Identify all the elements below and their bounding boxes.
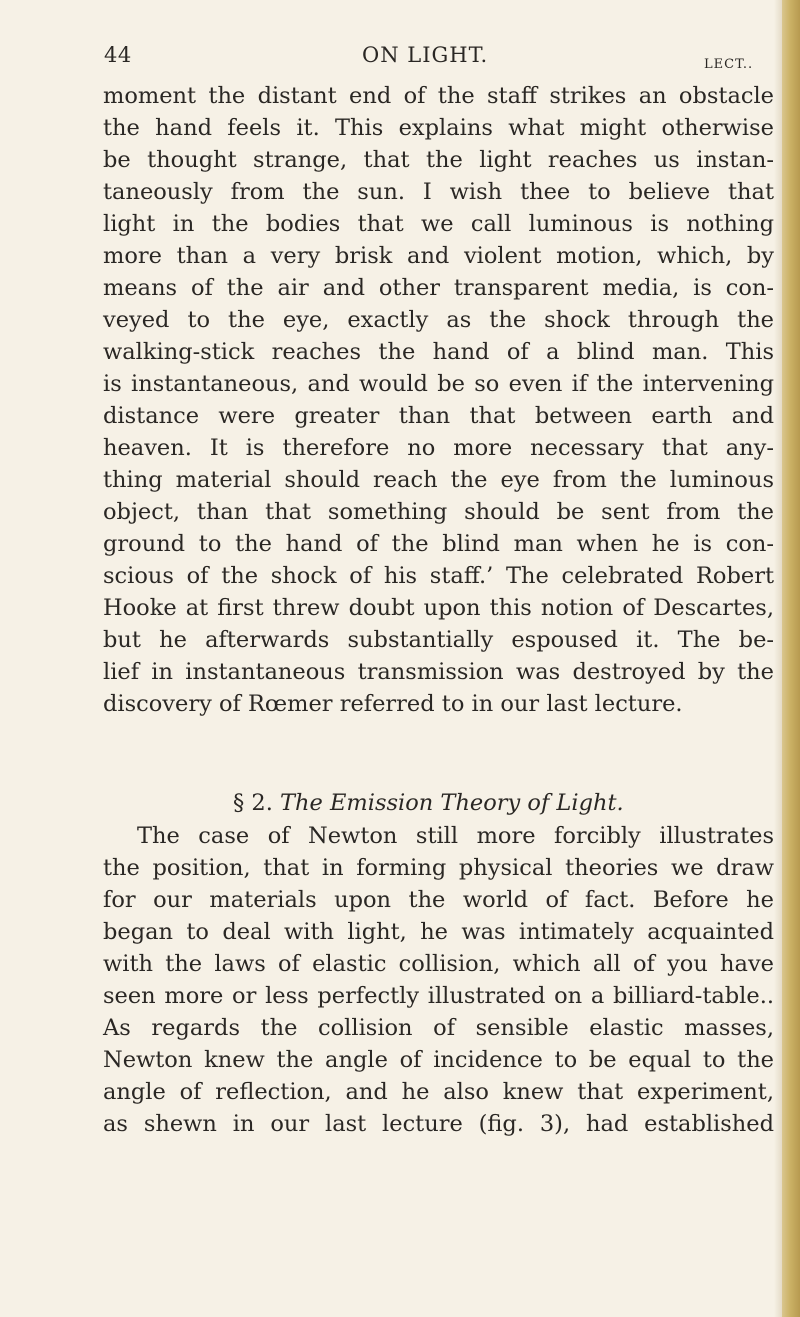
text-line: with the laws of elastic collision, which all of you have — [103, 951, 774, 977]
text-line: walking-stick reaches the hand of a blind man. This — [103, 339, 774, 365]
lecture-mark: LECT.. — [704, 57, 754, 72]
text-line: be thought strange, that the light reaches us instan- — [103, 147, 774, 173]
text-line: is instantaneous, and would be so even if the intervening — [103, 371, 774, 397]
text-line: Newton knew the angle of incidence to be equal to the — [103, 1047, 774, 1073]
page-edge-shadow — [774, 0, 782, 1317]
text-line: scious of the shock of his staff.’ The celebrated Robert — [103, 563, 774, 589]
text-line: moment the distant end of the staff strikes an obstacle — [103, 83, 774, 109]
section-title: The Emission Theory of Light. — [280, 790, 624, 816]
text-line: ground to the hand of the blind man when he is con- — [103, 531, 774, 557]
text-line: lief in instantaneous transmission was destroyed by the — [103, 659, 774, 685]
text-line: seen more or less perfectly illustrated on a billiard-table.. — [103, 983, 774, 1009]
section-number: § 2. — [233, 790, 273, 816]
text-line: the hand feels it. This explains what might otherwise — [103, 115, 774, 141]
text-line: but he afterwards substantially espoused it. The be- — [103, 627, 774, 653]
text-line: as shewn in our last lecture (fig. 3), had established — [103, 1111, 774, 1137]
text-line: object, than that something should be sent from the — [103, 499, 774, 525]
text-line: distance were greater than that between earth and — [103, 403, 774, 429]
page-edge-strip — [782, 0, 800, 1317]
text-line: As regards the collision of sensible elastic masses, — [103, 1015, 774, 1041]
text-line: light in the bodies that we call luminous is nothing — [103, 211, 774, 237]
running-head: ON LIGHT. — [362, 43, 489, 67]
text-line: more than a very brisk and violent motion, which, by — [103, 243, 774, 269]
text-line: The case of Newton still more forcibly illustrates — [137, 823, 774, 849]
text-line: the position, that in forming physical theories we draw — [103, 855, 774, 881]
text-line: veyed to the eye, exactly as the shock through the — [103, 307, 774, 333]
text-line: discovery of Rœmer referred to in our last lecture. — [103, 691, 683, 717]
text-line: Hooke at first threw doubt upon this notion of Descartes, — [103, 595, 774, 621]
page-number: 44 — [104, 43, 132, 67]
text-line: means of the air and other transparent media, is con- — [103, 275, 774, 301]
section-heading — [233, 787, 624, 819]
text-line: taneously from the sun. I wish thee to believe that — [103, 179, 774, 205]
text-line: began to deal with light, he was intimately acquainted — [103, 919, 774, 945]
text-line: angle of reflection, and he also knew that experiment, — [103, 1079, 774, 1105]
text-line: heaven. It is therefore no more necessary that any- — [103, 435, 774, 461]
text-line: thing material should reach the eye from the luminous — [103, 467, 774, 493]
text-line: for our materials upon the world of fact. Before he — [103, 887, 774, 913]
